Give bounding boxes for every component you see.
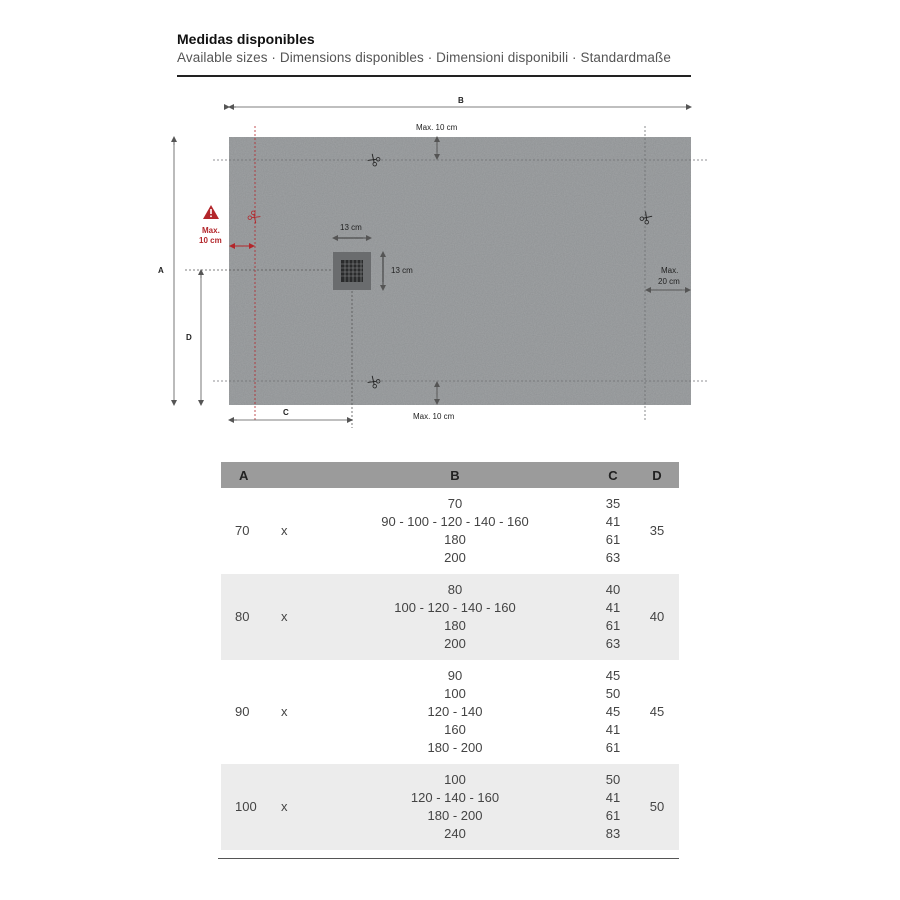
cell-separator: x [279,574,319,660]
cell-separator: x [279,660,319,764]
table-header-row [221,462,679,488]
cell-c-line: 61 [605,532,621,547]
top-margin-label: Max. 10 cm [416,123,458,132]
cell-d: 40 [635,574,679,660]
cell-b-line: 100 [444,686,466,701]
cell-c-line: 45 [605,704,621,719]
cell-b-line: 80 [447,582,463,597]
cell-b [319,764,591,850]
cell-b-line: 240 [444,826,466,841]
cell-separator: x [279,764,319,850]
cell-b-line: 100 - 120 - 140 - 160 [394,600,516,615]
cell-b-line: 180 - 200 [427,740,483,755]
left-margin-label-2: 10 cm [199,236,222,245]
cell-c-line: 63 [605,636,621,651]
warning-icon [203,205,219,219]
cell-b-line: 120 - 140 - 160 [410,790,500,805]
cell-c [591,764,635,850]
cell-c-line: 41 [605,722,621,737]
cell-d: 35 [635,488,679,574]
cell-b-line: 120 - 140 [427,704,483,719]
cell-b [319,574,591,660]
right-margin-label-1: Max. [661,266,679,275]
cell-a: 90 [221,660,279,764]
cell-c-line: 35 [605,496,621,511]
cell-b [319,488,591,574]
cell-a: 80 [221,574,279,660]
cell-b-line: 200 [444,550,466,565]
cell-b-line: 180 [444,532,466,547]
dimension-a-label: A [158,266,164,275]
cell-c-line: 41 [605,514,621,529]
cell-b-line: 100 [444,772,466,787]
table-row [221,764,679,850]
cell-b-line: 180 [444,618,466,633]
sizes-table [221,462,679,850]
cell-separator: x [279,488,319,574]
cell-c-line: 63 [605,550,621,565]
cell-c [591,574,635,660]
section-subtitle: Available sizes · Dimensions disponibles · Dimensioni disponibili · Standardmaße [177,50,671,65]
header-b: B [319,462,591,488]
shower-tray-diagram [0,0,900,440]
cell-c-line: 50 [605,772,621,787]
cell-b-line: 70 [447,496,463,511]
cell-c [591,660,635,764]
cell-a: 100 [221,764,279,850]
cell-b-line: 180 - 200 [427,808,483,823]
header-a: A [221,462,279,488]
cell-c-line: 45 [605,668,621,683]
drain-width-label: 13 cm [340,223,362,232]
cell-c-line: 61 [605,740,621,755]
header-d: D [635,462,679,488]
left-margin-label-1: Max. [202,226,220,235]
header-c: C [591,462,635,488]
bottom-margin-label: Max. 10 cm [413,412,455,421]
section-title: Medidas disponibles [177,31,315,47]
sizes-table-wrap [221,462,679,850]
header-spacer [279,462,319,488]
cell-c-line: 41 [605,790,621,805]
cell-d: 50 [635,764,679,850]
cell-c-line: 41 [605,600,621,615]
drain-grate [333,252,371,290]
cell-d: 45 [635,660,679,764]
table-row [221,660,679,764]
cell-c [591,488,635,574]
cell-c-line: 50 [605,686,621,701]
cell-b-line: 90 - 100 - 120 - 140 - 160 [381,514,529,529]
cell-a: 70 [221,488,279,574]
table-row [221,574,679,660]
cell-c-line: 61 [605,808,621,823]
dimension-d-label: D [186,333,192,342]
cell-c-line: 83 [605,826,621,841]
cell-c-line: 40 [605,582,621,597]
cell-b-line: 200 [444,636,466,651]
cell-b-line: 160 [444,722,466,737]
dimension-c-label: C [283,408,289,417]
table-bottom-rule [218,858,679,859]
cell-b [319,660,591,764]
drain-height-label: 13 cm [391,266,413,275]
cell-c-line: 61 [605,618,621,633]
table-row [221,488,679,574]
dimension-b-label: B [458,96,464,105]
cell-b-line: 90 [447,668,463,683]
right-margin-label-2: 20 cm [658,277,680,286]
